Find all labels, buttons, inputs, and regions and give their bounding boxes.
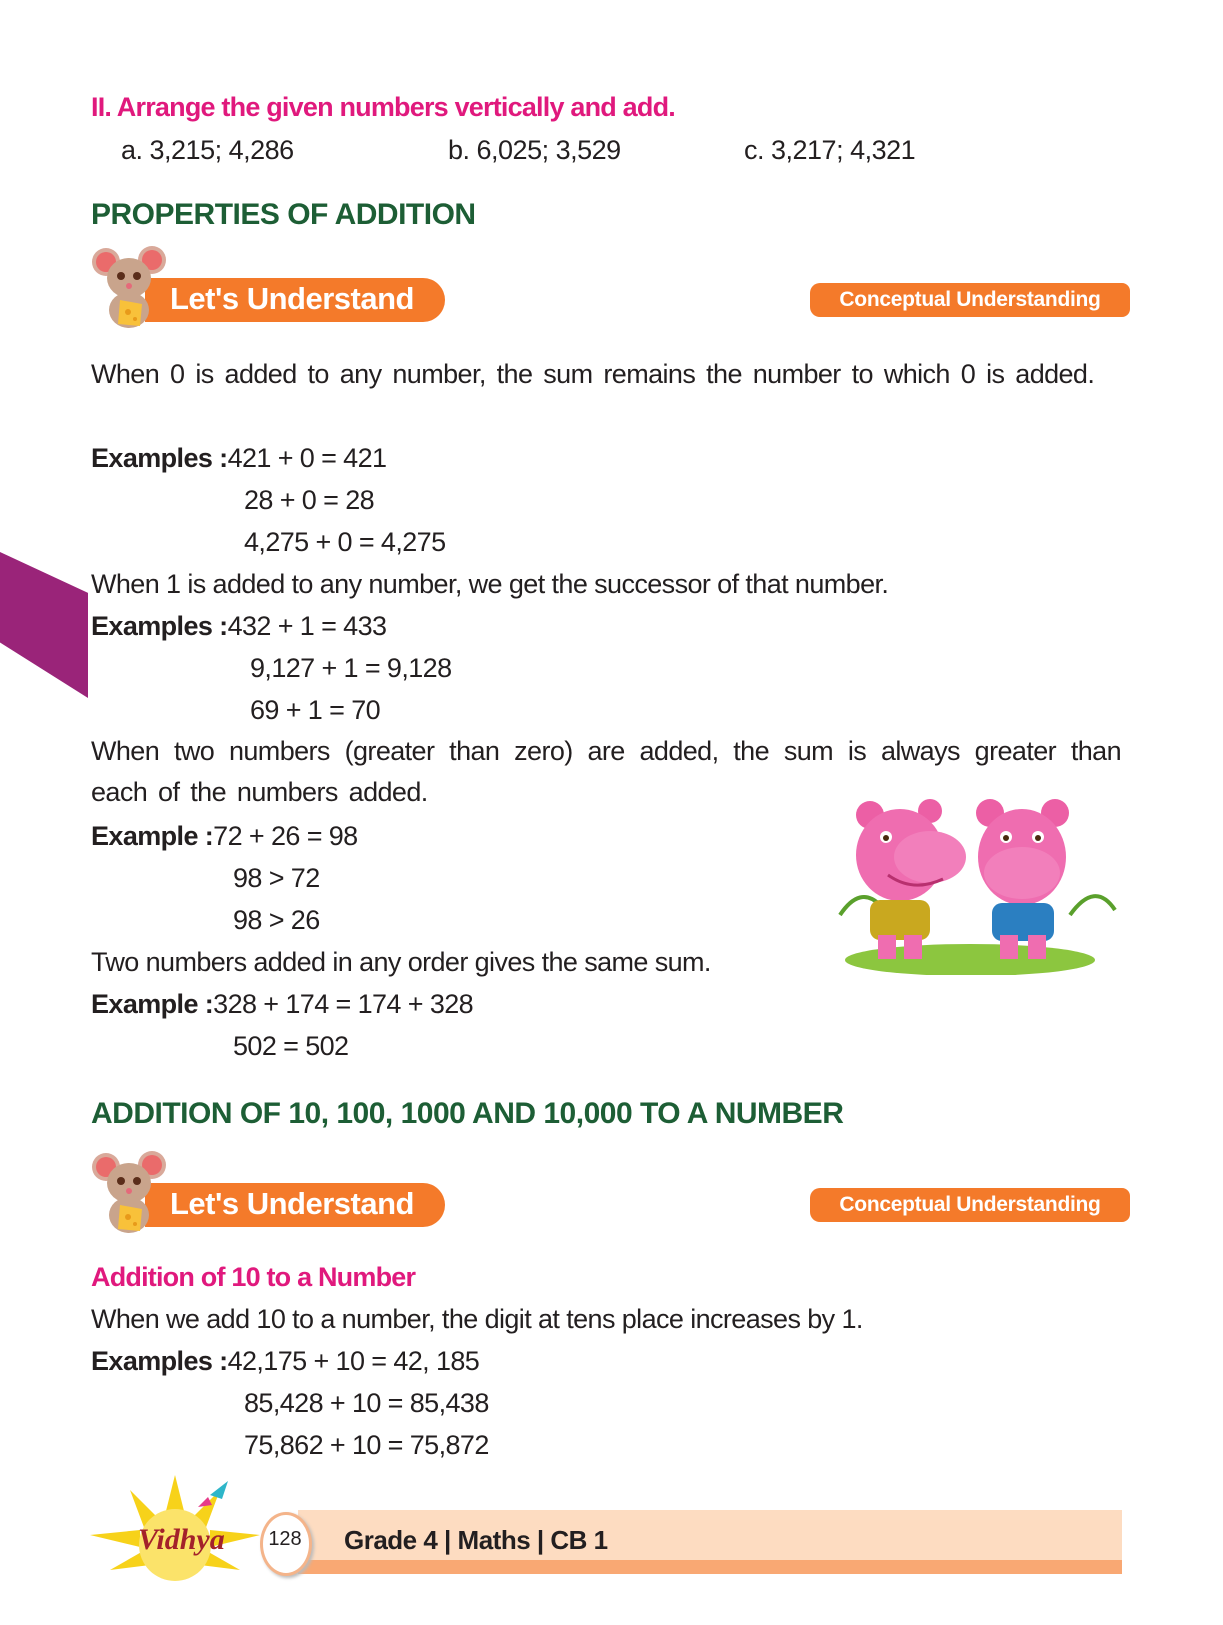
mouse-mascot-icon [90,240,170,332]
example-equation: 98 > 72 [233,863,320,893]
conceptual-understanding-badge: Conceptual Understanding [810,283,1130,317]
exercise-heading: II. Arrange the given numbers vertically and add. [91,92,675,122]
example-equation: 502 = 502 [233,1031,349,1061]
property-1-text: When 0 is added to any number, the sum remains the number to which 0 is added. [91,359,1095,389]
logo-text: Vidhya [138,1523,225,1556]
lets-understand-label: Let's Understand [170,1186,414,1221]
property-2-example-row [91,613,386,640]
examples-label: Examples : [91,611,228,641]
addition-of-ten-example-row [91,1348,479,1375]
lets-understand-label: Let's Understand [170,281,414,316]
examples-label: Examples : [91,1346,228,1376]
subheading-addition-of-ten: Addition of 10 to a Number [91,1262,416,1292]
example-equation: 69 + 1 = 70 [250,695,381,725]
example-equation: 98 > 26 [233,905,320,935]
addition-of-ten-text: When we add 10 to a number, the digit at tens place increases by 1. [91,1304,863,1334]
conceptual-understanding-badge: Conceptual Understanding [810,1188,1130,1222]
footer-strip [298,1560,1122,1574]
property-3-example-row [91,823,358,850]
section-title-addition-of-powers-of-ten: ADDITION OF 10, 100, 1000 AND 10,000 TO A NUMBER [91,1097,844,1130]
lets-understand-banner [90,1145,450,1235]
property-4-example-row [91,991,473,1018]
hippos-illustration-icon [830,795,1120,975]
example-equation: 85,428 + 10 = 85,438 [244,1388,489,1418]
example-equation: 75,862 + 10 = 75,872 [244,1430,489,1460]
property-2-text: When 1 is added to any number, we get the successor of that number. [91,569,889,599]
examples-label: Examples : [91,443,228,473]
exercise-item-a: a. 3,215; 4,286 [121,135,294,165]
example-equation: 72 + 26 = 98 [213,821,358,851]
mouse-mascot-icon [90,1145,170,1237]
property-3-text: When two numbers (greater than zero) are added, the sum is always greater than each of the numbers added. [91,736,1121,807]
example-label: Example : [91,989,214,1019]
publisher-logo [90,1475,260,1585]
property-4-text: Two numbers added in any order gives the same sum. [91,947,711,977]
example-equation: 432 + 1 = 433 [227,611,387,641]
example-equation: 421 + 0 = 421 [227,443,387,473]
book-info: Grade 4 | Maths | CB 1 [344,1525,608,1555]
example-equation: 4,275 + 0 = 4,275 [244,527,446,557]
section-title-properties: PROPERTIES OF ADDITION [91,198,476,231]
exercise-item-c: c. 3,217; 4,321 [744,135,916,165]
example-label: Example : [91,821,214,851]
lets-understand-banner [90,240,450,330]
exercise-item-b: b. 6,025; 3,529 [448,135,621,165]
example-equation: 328 + 174 = 174 + 328 [213,989,474,1019]
page-side-tab [0,552,88,698]
example-equation: 42,175 + 10 = 42, 185 [227,1346,480,1376]
property-1-example-row [91,445,386,472]
example-equation: 28 + 0 = 28 [244,485,375,515]
page-number: 128 [268,1528,302,1550]
example-equation: 9,127 + 1 = 9,128 [250,653,452,683]
